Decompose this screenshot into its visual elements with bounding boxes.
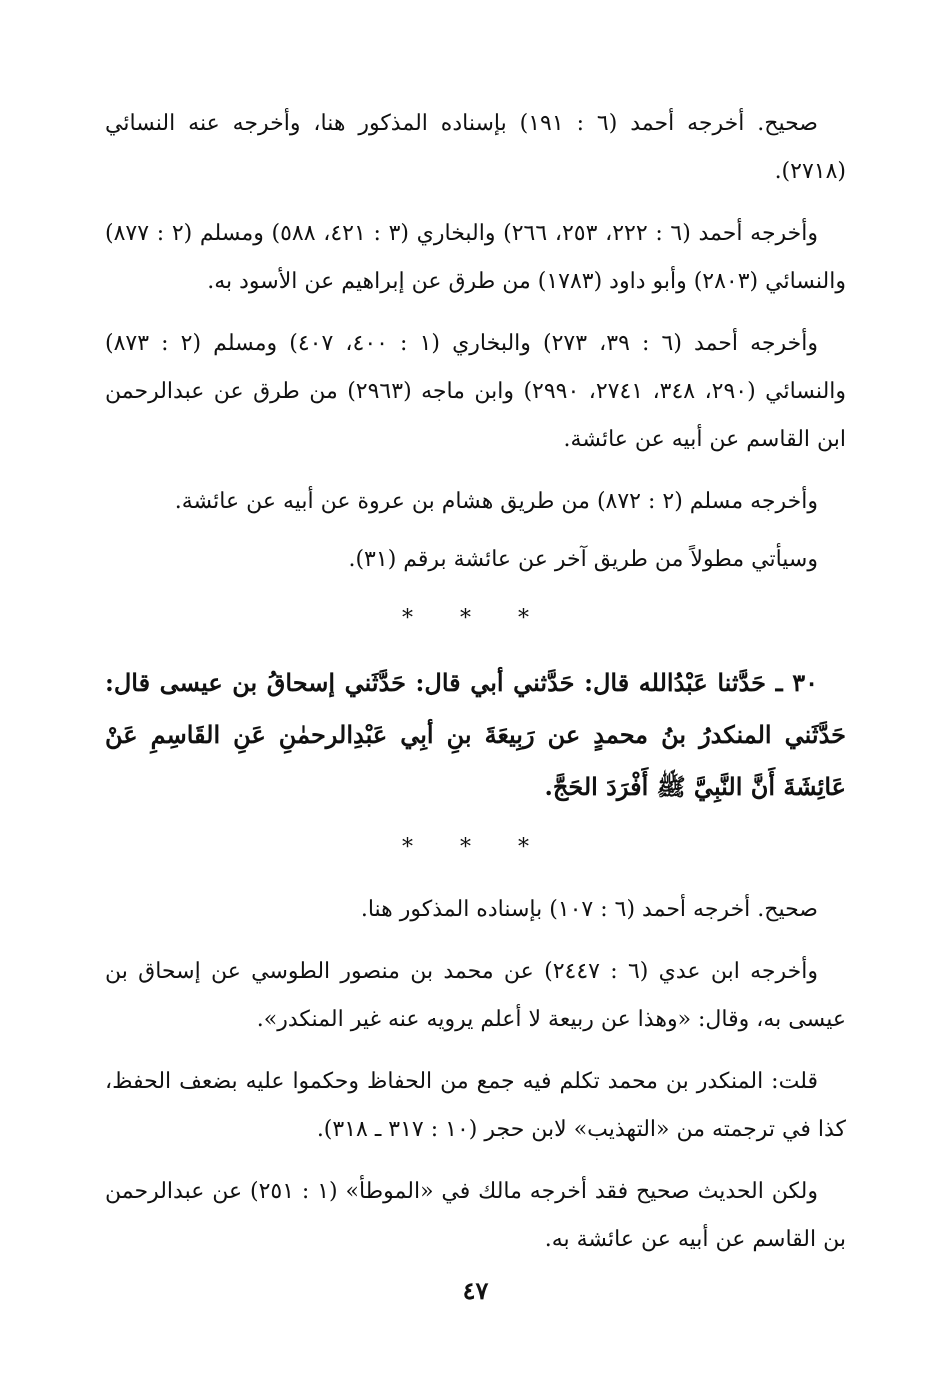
paragraph: وأخرجه أحمد (٦ : ٢٢٢، ٢٥٣، ٢٦٦) والبخاري (٣ : ٤٢١، ٥٨٨) ومسلم (٢ : ٨٧٧) والنسائي (٢٨٠٣) وأبو داود (١٧٨٣) من طرق عن إبراهيم عن الأسود به. [105, 221, 846, 294]
paragraph: وأخرجه ابن عدي (٦ : ٢٤٤٧) عن محمد بن منصور الطوسي عن إسحاق بن عيسى به، وقال: «وهذا عن ربيعة لا أعلم يرويه عنه غير المنكدر». [105, 959, 846, 1032]
paragraph: صحيح. أخرجه أحمد (٦ : ١٩١) بإسناده المذكور هنا، وأخرجه عنه النسائي (٢٧١٨). [105, 111, 846, 184]
paragraph: وسيأتي مطولاً من طريق آخر عن عائشة برقم (٣١). [348, 547, 818, 572]
hadith-text: ٣٠ ـ حَدَّثنا عَبْدُالله قال: حَدَّثني أبي قال: حَدَّثَني إسحاقُ بن عيسى قال: حَدَّثَني المنكدرُ بنُ محمدٍ عن رَبِيعَةَ بنِ أبِي عَبْدِالرحمٰنِ عَنِ القَاسِمِ عَنْ عَائِشَةَ أَنَّ النَّبِيَّ ﷺ أَفْرَدَ الحَجَّ. [105, 668, 846, 801]
paragraph: قلت: المنكدر بن محمد تكلم فيه جمع من الحفاظ وحكموا عليه بضعف الحفظ، كذا في ترجمته من «التهذيب» لابن حجر (١٠ : ٣١٧ ـ ٣١٨). [105, 1069, 846, 1142]
section-separator: * * * [402, 606, 549, 631]
section-separator: * * * [402, 835, 549, 860]
page-number: ٤٧ [462, 1276, 489, 1305]
paragraph: وأخرجه مسلم (٢ : ٨٧٢) من طريق هشام بن عروة عن أبيه عن عائشة. [174, 489, 818, 514]
paragraph: وأخرجه أحمد (٦ : ٣٩، ٢٧٣) والبخاري (١ : ٤٠٠، ٤٠٧) ومسلم (٢ : ٨٧٣) والنسائي (٢٩٠، ٣٤٨، ٢٧٤١، ٢٩٩٠) وابن ماجه (٢٩٦٣) من طرق عن عبدالرحمن ابن القاسم عن أبيه عن عائشة. [105, 331, 847, 452]
paragraph: ولكن الحديث صحيح فقد أخرجه مالك في «الموطأ» (١ : ٢٥١) عن عبدالرحمن بن القاسم عن أبيه عن عائشة به. [105, 1179, 846, 1252]
paragraph: صحيح. أخرجه أحمد (٦ : ١٠٧) بإسناده المذكور هنا. [360, 897, 818, 922]
